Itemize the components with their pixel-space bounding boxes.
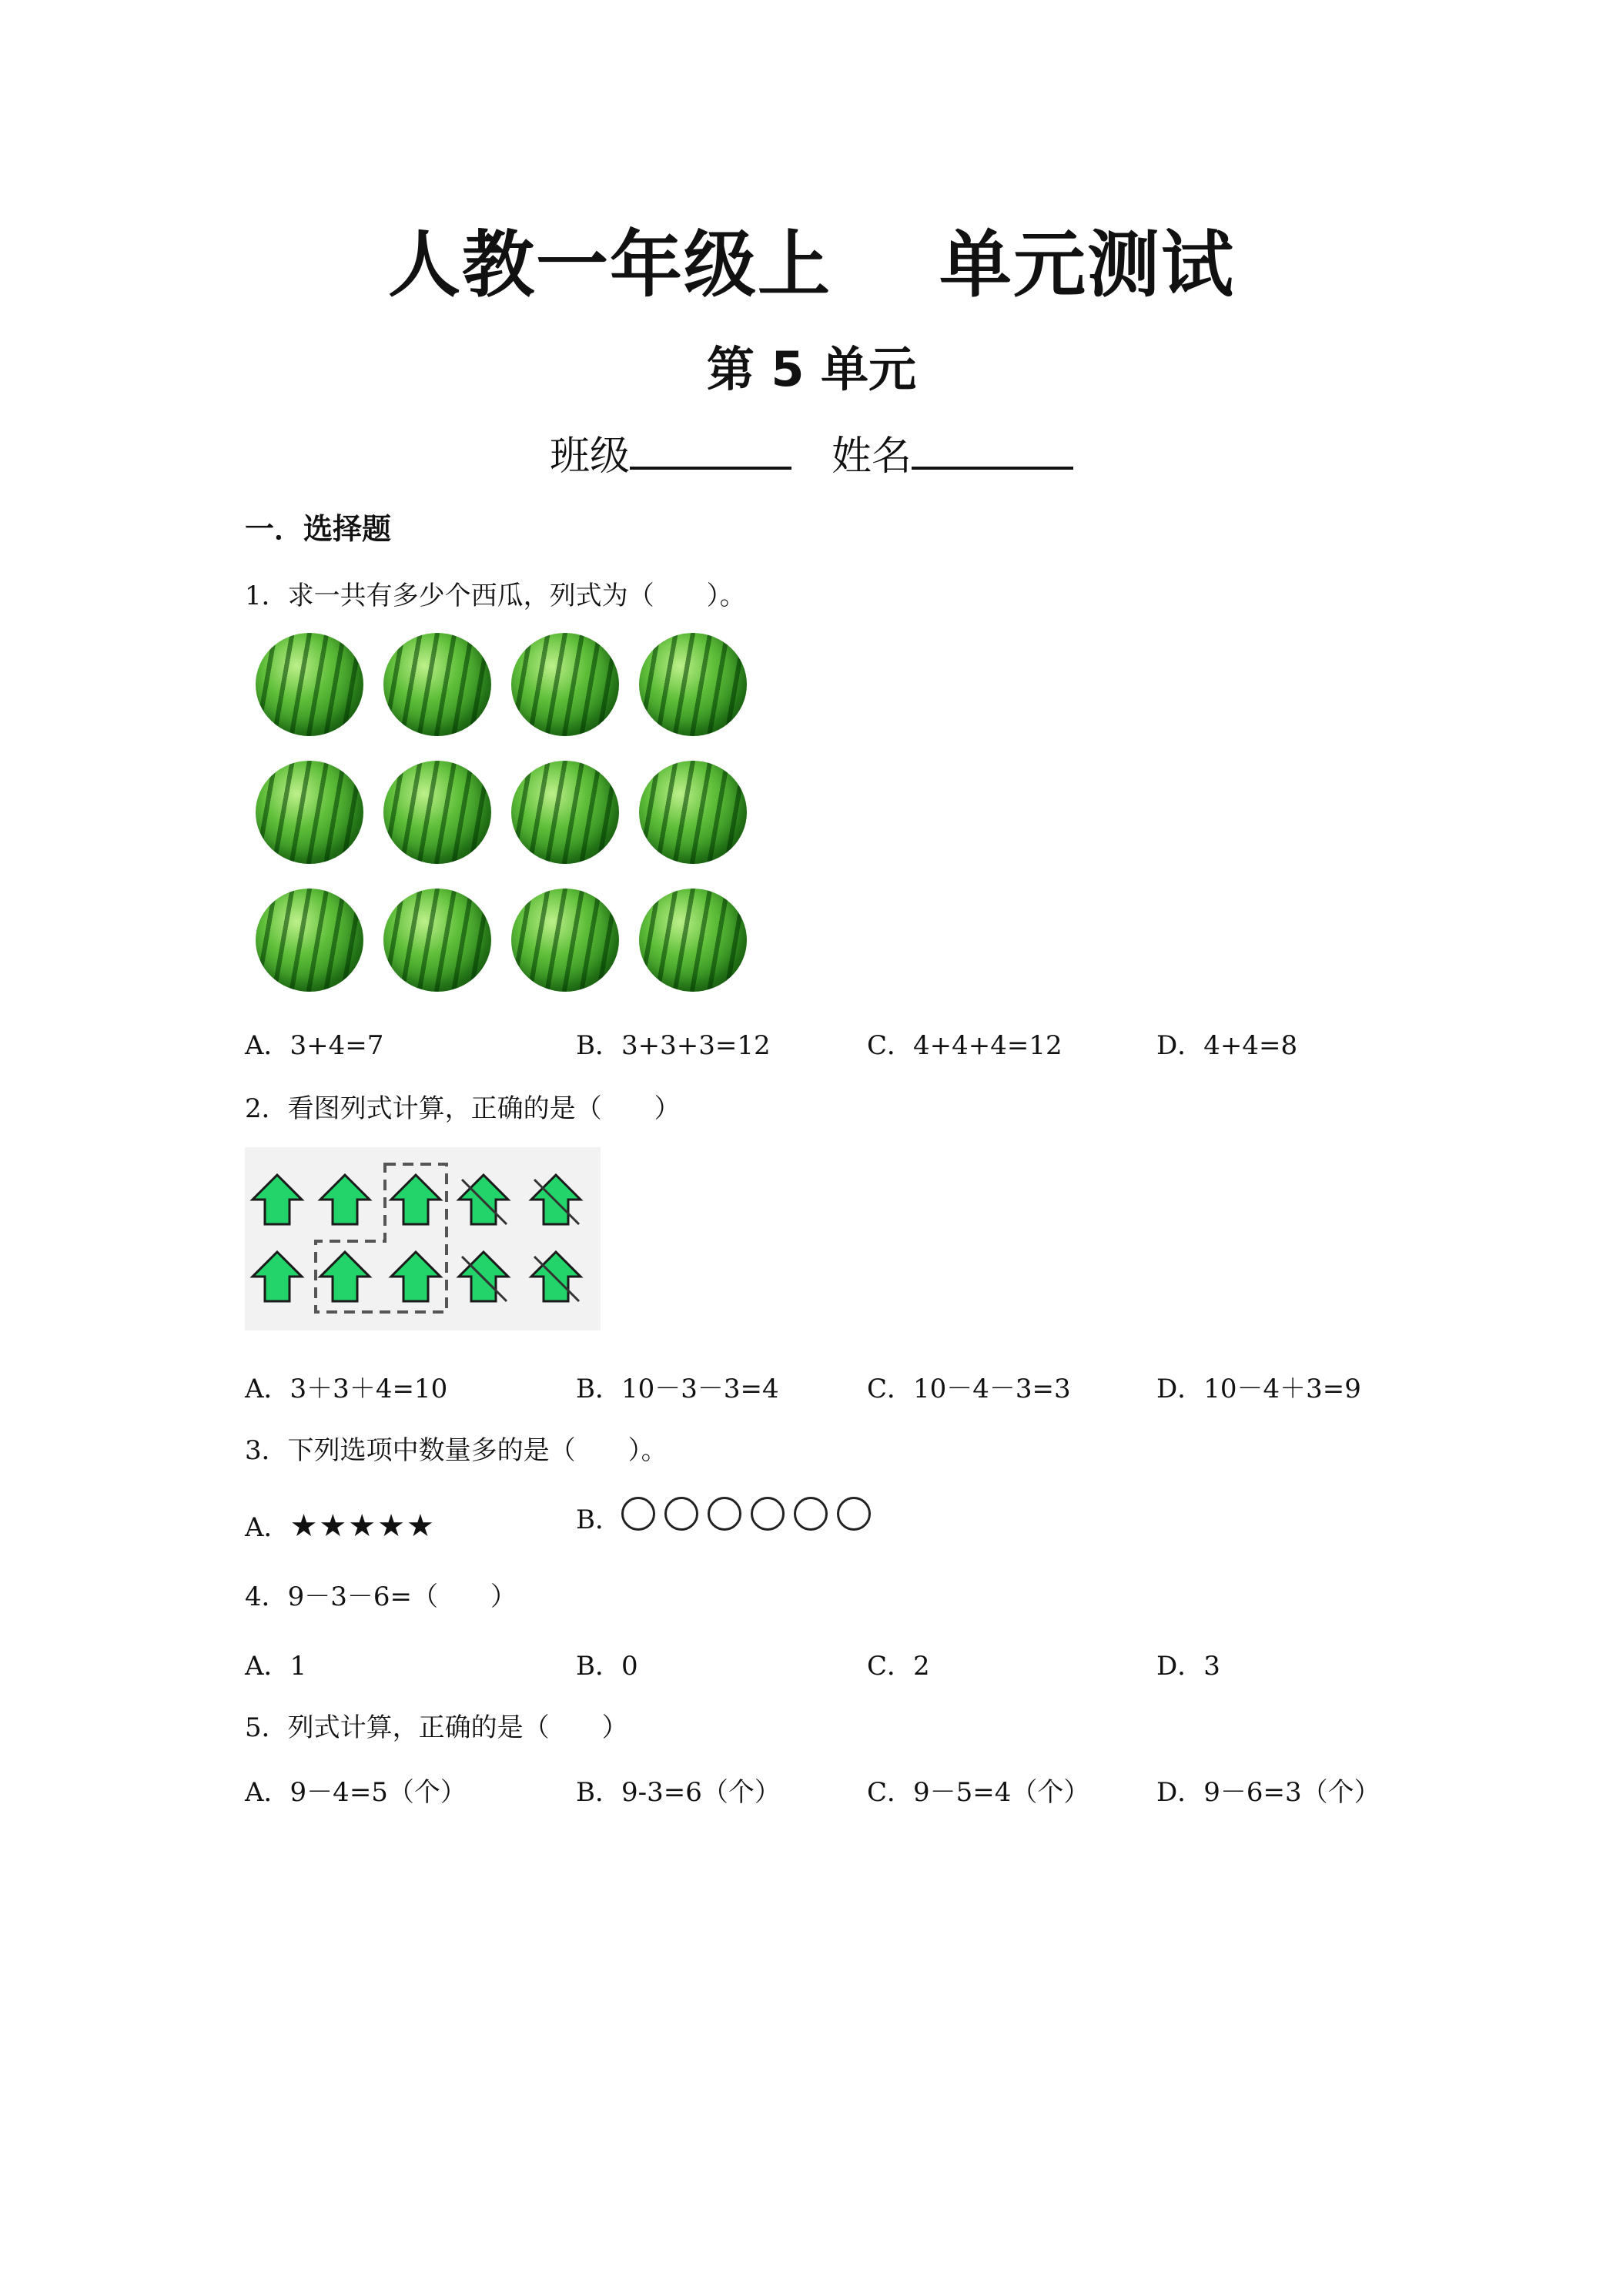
q3-option-a[interactable] (245, 1506, 436, 1544)
q1-option-a[interactable]: A．3+4=7 (245, 1030, 384, 1061)
class-label: 班级 (549, 433, 630, 480)
circle-group (621, 1497, 880, 1538)
arrow-icon-crossed (531, 1252, 581, 1301)
title-right: 单元测试 (939, 223, 1236, 307)
q5-option-b[interactable]: B．9-3=6（个） (576, 1777, 781, 1808)
q2-option-b[interactable]: B．10－3－3=4 (576, 1374, 779, 1404)
class-blank[interactable] (630, 431, 791, 470)
watermelon-image (511, 761, 619, 864)
watermelon-image (256, 633, 363, 736)
unit-title: 第 5 单元 (706, 341, 917, 397)
arrow-icon-crossed (459, 1252, 508, 1301)
watermelon-image (383, 761, 491, 864)
q1-option-d[interactable]: D．4+4=8 (1156, 1030, 1298, 1061)
name-label: 姓名 (832, 433, 912, 480)
five-stars: ★★★★★ (289, 1508, 436, 1544)
q2-option-a[interactable]: A．3＋3＋4=10 (245, 1374, 448, 1404)
circle-icon (751, 1497, 785, 1531)
student-info (0, 423, 1623, 481)
q3-option-a-label: A． (245, 1512, 290, 1543)
arrow-icon-crossed (531, 1175, 581, 1224)
watermelon-image (639, 761, 747, 864)
name-blank[interactable] (912, 431, 1073, 470)
circle-icon (664, 1497, 698, 1531)
title-left: 人教一年级上 (387, 223, 832, 307)
arrow-icon (320, 1175, 370, 1224)
circle-icon (794, 1497, 828, 1531)
section-title: 一．选择题 (245, 512, 392, 546)
q3-option-b-label: B． (576, 1504, 621, 1535)
q4-option-a[interactable]: A．1 (245, 1651, 307, 1682)
question-3: 3．下列选项中数量多的是（ ）。 (245, 1435, 668, 1466)
q4-option-b[interactable]: B．0 (576, 1651, 638, 1682)
q2-option-d[interactable]: D．10－4＋3=9 (1156, 1374, 1361, 1404)
circle-icon (708, 1497, 741, 1531)
question-2: 2．看图列式计算，正确的是（ ） (245, 1093, 681, 1124)
arrow-icon (391, 1175, 440, 1224)
watermelon-image (511, 889, 619, 992)
q2-option-c[interactable]: C．10－4－3=3 (867, 1374, 1071, 1404)
arrow-icon-crossed (459, 1175, 508, 1224)
arrow-icon (253, 1252, 302, 1301)
watermelon-figure (245, 622, 761, 999)
arrow-icon (253, 1175, 302, 1224)
q3-option-b[interactable] (576, 1497, 880, 1538)
question-5: 5．列式计算，正确的是（ ） (245, 1712, 628, 1743)
watermelon-image (511, 633, 619, 736)
q5-option-c[interactable]: C．9－5=4（个） (867, 1777, 1090, 1808)
arrow-icon (320, 1252, 370, 1301)
arrow-icon (391, 1252, 440, 1301)
arrow-figure (245, 1147, 601, 1330)
q5-option-a[interactable]: A．9－4=5（个） (245, 1777, 467, 1808)
watermelon-image (639, 633, 747, 736)
q1-option-c[interactable]: C．4+4+4=12 (867, 1030, 1062, 1061)
watermelon-image (639, 889, 747, 992)
q1-option-b[interactable]: B．3+3+3=12 (576, 1030, 771, 1061)
arrow-figure-svg (245, 1147, 601, 1330)
circle-icon (621, 1497, 655, 1531)
page-title (0, 206, 1623, 310)
q4-option-d[interactable]: D．3 (1156, 1651, 1220, 1682)
q5-option-d[interactable]: D．9－6=3（个） (1156, 1777, 1380, 1808)
watermelon-image (256, 889, 363, 992)
circle-icon (837, 1497, 871, 1531)
watermelon-image (383, 889, 491, 992)
question-4: 4．9－3－6=（ ） (245, 1581, 517, 1612)
watermelon-image (383, 633, 491, 736)
question-1: 1．求一共有多少个西瓜，列式为（ ）。 (245, 581, 746, 611)
watermelon-image (256, 761, 363, 864)
q4-option-c[interactable]: C．2 (867, 1651, 930, 1682)
